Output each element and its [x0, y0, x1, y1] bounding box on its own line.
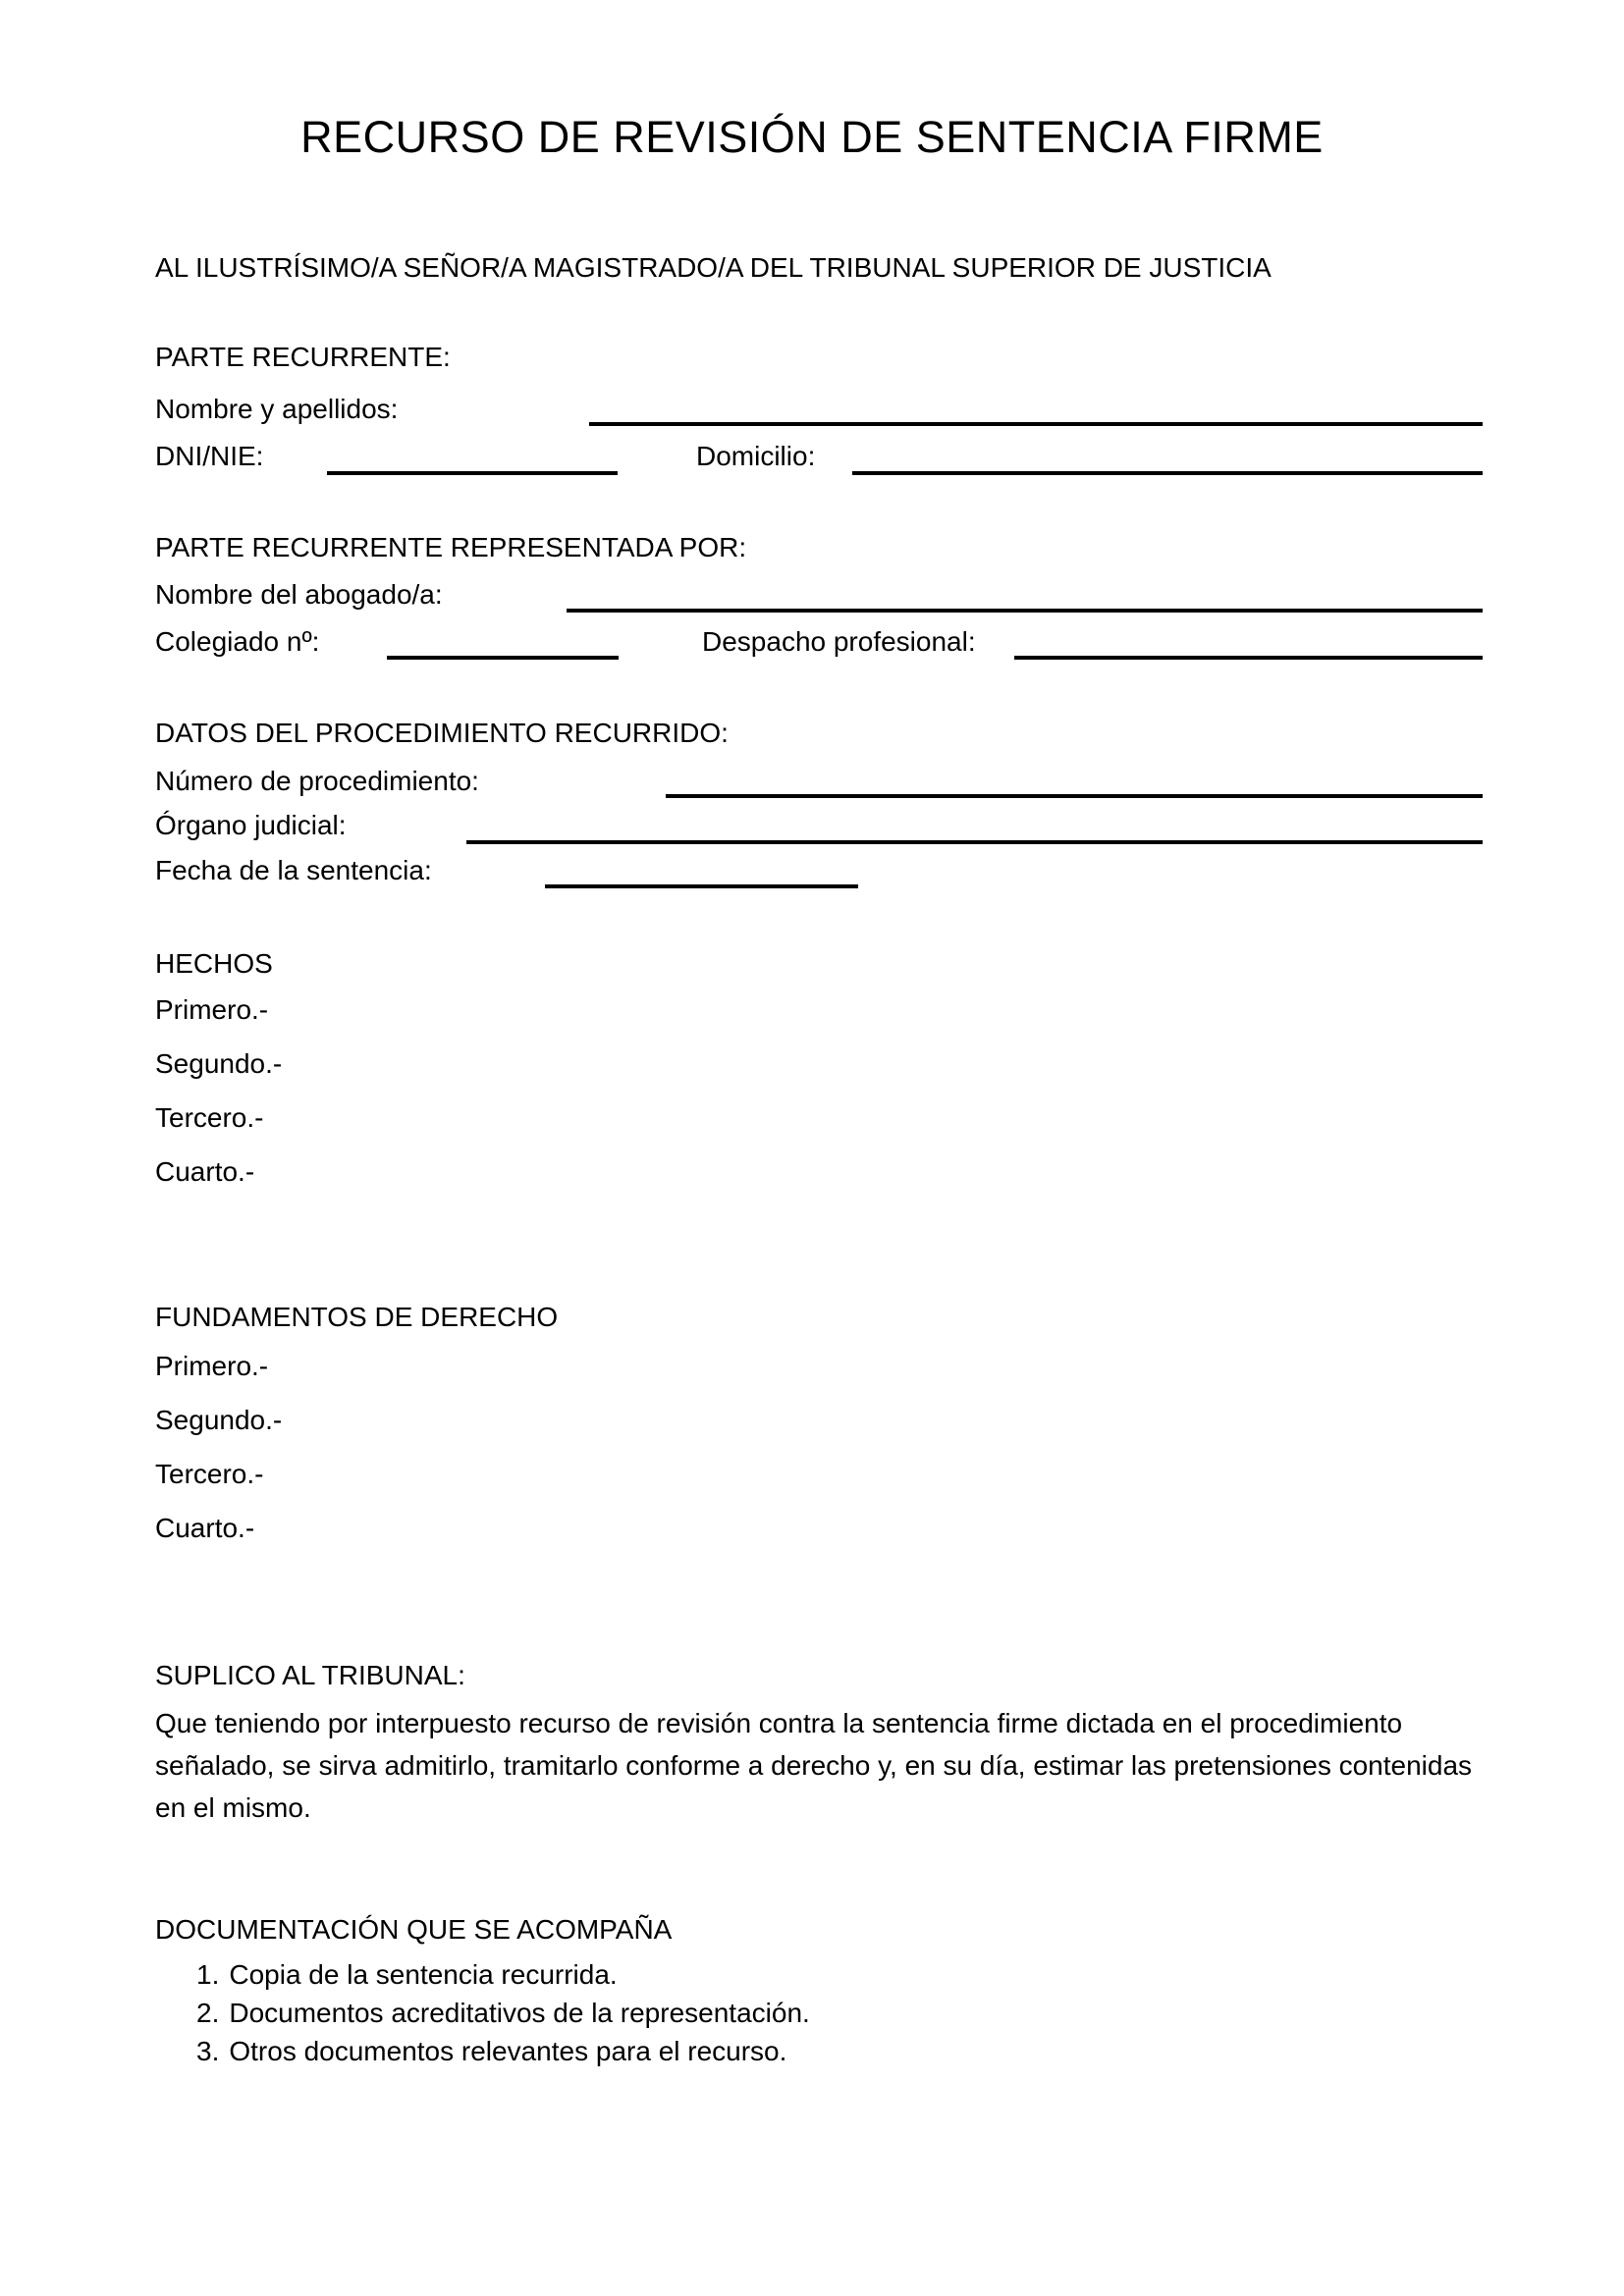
hechos-item-cuarto: Cuarto.- — [155, 1156, 255, 1187]
addressee-line: AL ILUSTRÍSIMO/A SEÑOR/A MAGISTRADO/A DEL TRIBUNAL SUPERIOR DE JUSTICIA — [155, 252, 1272, 283]
despacho-profesional-label: Despacho profesional: — [702, 626, 976, 657]
domicilio-input-line[interactable] — [852, 471, 1483, 475]
suplico-body — [155, 1702, 1472, 1829]
section-heading-datos-procedimiento: DATOS DEL PROCEDIMIENTO RECURRIDO: — [155, 718, 729, 748]
suplico-body-line-1: Que teniendo por interpuesto recurso de revisión contra la sentencia firme dictada en el procedimiento — [155, 1708, 1403, 1738]
documentacion-item-1 — [196, 1958, 618, 1992]
documentacion-item-3-number: 3. — [196, 2036, 220, 2066]
fundamentos-item-primero: Primero.- — [155, 1351, 269, 1381]
fundamentos-item-tercero: Tercero.- — [155, 1459, 264, 1489]
colegiado-numero-input-line[interactable] — [387, 656, 619, 660]
section-heading-hechos: HECHOS — [155, 948, 273, 979]
despacho-profesional-input-line[interactable] — [1014, 656, 1483, 660]
documentacion-item-2-number: 2. — [196, 1998, 220, 2028]
nombre-abogado-input-line[interactable] — [567, 609, 1483, 613]
section-heading-documentacion: DOCUMENTACIÓN QUE SE ACOMPAÑA — [155, 1914, 673, 1945]
numero-procedimiento-label: Número de procedimiento: — [155, 766, 479, 796]
nombre-apellidos-input-line[interactable] — [589, 422, 1483, 426]
colegiado-numero-label: Colegiado nº: — [155, 626, 320, 657]
documentacion-item-1-text: Copia de la sentencia recurrida. — [229, 1959, 618, 1990]
section-heading-parte-recurrente: PARTE RECURRENTE: — [155, 342, 451, 372]
documentacion-item-3-text: Otros documentos relevantes para el recurso. — [229, 2036, 787, 2066]
documentacion-item-3 — [196, 2035, 786, 2068]
fecha-sentencia-label: Fecha de la sentencia: — [155, 855, 432, 885]
hechos-item-primero: Primero.- — [155, 994, 269, 1025]
nombre-abogado-label: Nombre del abogado/a: — [155, 579, 443, 610]
documentacion-item-1-number: 1. — [196, 1959, 220, 1990]
section-heading-representada-por: PARTE RECURRENTE REPRESENTADA POR: — [155, 532, 747, 562]
suplico-body-line-3: en el mismo. — [155, 1792, 311, 1823]
numero-procedimiento-input-line[interactable] — [666, 794, 1483, 798]
section-heading-suplico: SUPLICO AL TRIBUNAL: — [155, 1660, 465, 1690]
organo-judicial-input-line[interactable] — [466, 840, 1483, 844]
documentacion-item-2-text: Documentos acreditativos de la representación. — [229, 1998, 810, 2028]
hechos-item-segundo: Segundo.- — [155, 1048, 283, 1079]
organo-judicial-label: Órgano judicial: — [155, 810, 347, 840]
dni-nie-label: DNI/NIE: — [155, 441, 264, 471]
domicilio-label: Domicilio: — [696, 441, 816, 471]
suplico-body-line-2: señalado, se sirva admitirlo, tramitarlo conforme a derecho y, en su día, estimar las pretensiones contenidas — [155, 1750, 1473, 1781]
document-title: RECURSO DE REVISIÓN DE SENTENCIA FIRME — [300, 112, 1324, 162]
fundamentos-item-segundo: Segundo.- — [155, 1405, 283, 1435]
fundamentos-item-cuarto: Cuarto.- — [155, 1513, 255, 1543]
nombre-apellidos-label: Nombre y apellidos: — [155, 394, 399, 424]
hechos-item-tercero: Tercero.- — [155, 1102, 264, 1133]
documentacion-item-2 — [196, 1997, 810, 2030]
section-heading-fundamentos: FUNDAMENTOS DE DERECHO — [155, 1302, 559, 1332]
fecha-sentencia-input-line[interactable] — [545, 884, 858, 888]
dni-nie-input-line[interactable] — [327, 471, 618, 475]
